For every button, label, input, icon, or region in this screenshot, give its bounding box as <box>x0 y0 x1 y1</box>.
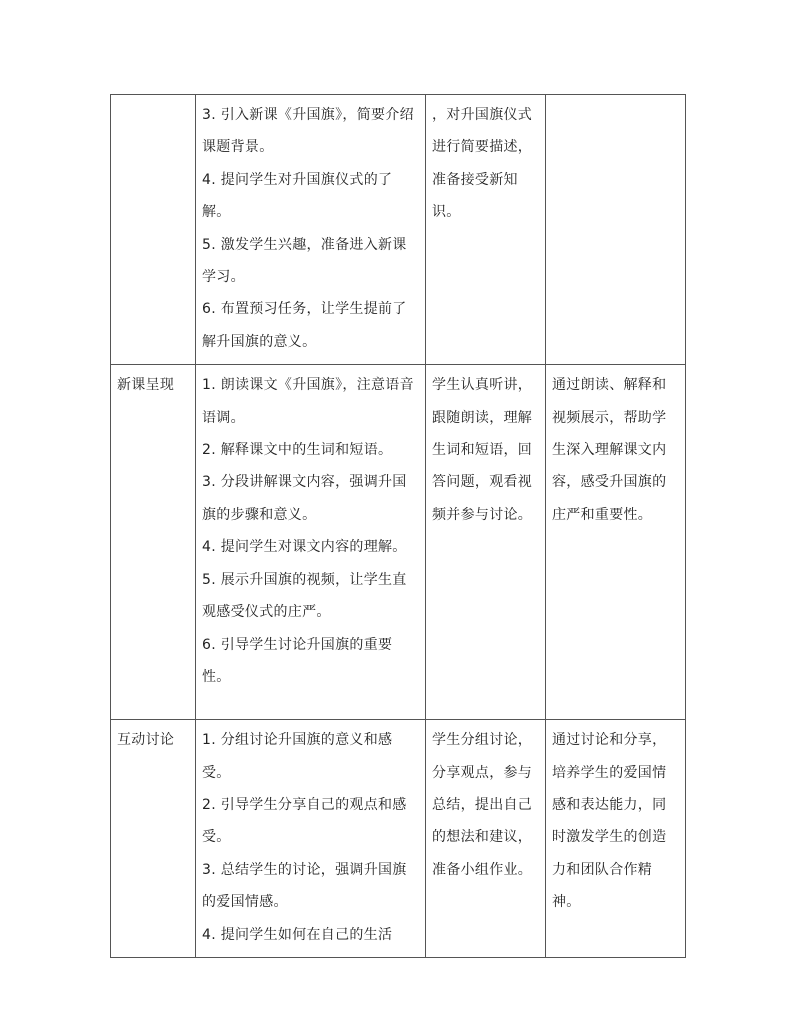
teacher-step: 1. 分组讨论升国旗的意义和感受。 <box>202 732 393 781</box>
teacher-step: 5. 展示升国旗的视频，让学生直观感受仪式的庄严。 <box>202 571 407 621</box>
design-intent-cell <box>546 720 686 958</box>
stage-cell <box>111 95 196 365</box>
teacher-step: 5. 激发学生兴趣，准备进入新课学习。 <box>202 236 407 286</box>
design-intent-cell <box>546 365 686 720</box>
teacher-step: 4. 提问学生对升国旗仪式的了解。 <box>202 171 393 221</box>
teacher-step: 6. 布置预习任务，让学生提前了解升国旗的意义。 <box>202 301 407 350</box>
student-activity-text: 学生认真听讲，跟随朗读，理解生词和短语，回答问题，观看视频并参与讨论。 <box>432 377 533 523</box>
student-activity-text: 学生分组讨论，分享观点，参与总结，提出自己的想法和建议，准备小组作业。 <box>432 732 533 878</box>
teacher-step: 6. 引导学生讨论升国旗的重要性。 <box>202 636 393 685</box>
teacher-step: 4. 提问学生对课文内容的理解。 <box>202 539 407 556</box>
student-activity-cell <box>426 720 546 958</box>
design-intent-cell <box>546 95 686 365</box>
stage-label: 新课呈现 <box>117 377 175 394</box>
teacher-activity-cell <box>196 720 426 958</box>
stage-cell <box>111 720 196 958</box>
lesson-plan-table <box>110 94 686 958</box>
stage-label: 互动讨论 <box>117 732 175 749</box>
teacher-step: 4. 提问学生如何在自己的生活 <box>202 926 393 943</box>
teacher-activity-cell <box>196 95 426 365</box>
student-activity-text: ，对升国旗仪式进行简要描述，准备接受新知识。 <box>432 107 533 221</box>
design-intent-text: 通过讨论和分享，培养学生的爱国情感和表达能力，同时激发学生的创造力和团队合作精神。 <box>552 732 667 911</box>
student-activity-cell <box>426 365 546 720</box>
teacher-step: 3. 分段讲解课文内容，强调升国旗的步骤和意义。 <box>202 474 407 523</box>
stage-cell <box>111 365 196 720</box>
table-row <box>111 720 686 958</box>
teacher-step: 1. 朗读课文《升国旗》，注意语音语调。 <box>202 377 414 426</box>
table-row <box>111 95 686 365</box>
teacher-step: 2. 解释课文中的生词和短语。 <box>202 442 393 459</box>
student-activity-cell <box>426 95 546 365</box>
table-row <box>111 365 686 720</box>
teacher-step: 3. 引入新课《升国旗》，简要介绍课题背景。 <box>202 107 414 156</box>
teacher-step: 2. 引导学生分享自己的观点和感受。 <box>202 797 407 846</box>
teacher-activity-cell <box>196 365 426 720</box>
design-intent-text: 通过朗读、解释和视频展示，帮助学生深入理解课文内容，感受升国旗的庄严和重要性。 <box>552 377 667 523</box>
teacher-step: 3. 总结学生的讨论，强调升国旗的爱国情感。 <box>202 861 407 911</box>
